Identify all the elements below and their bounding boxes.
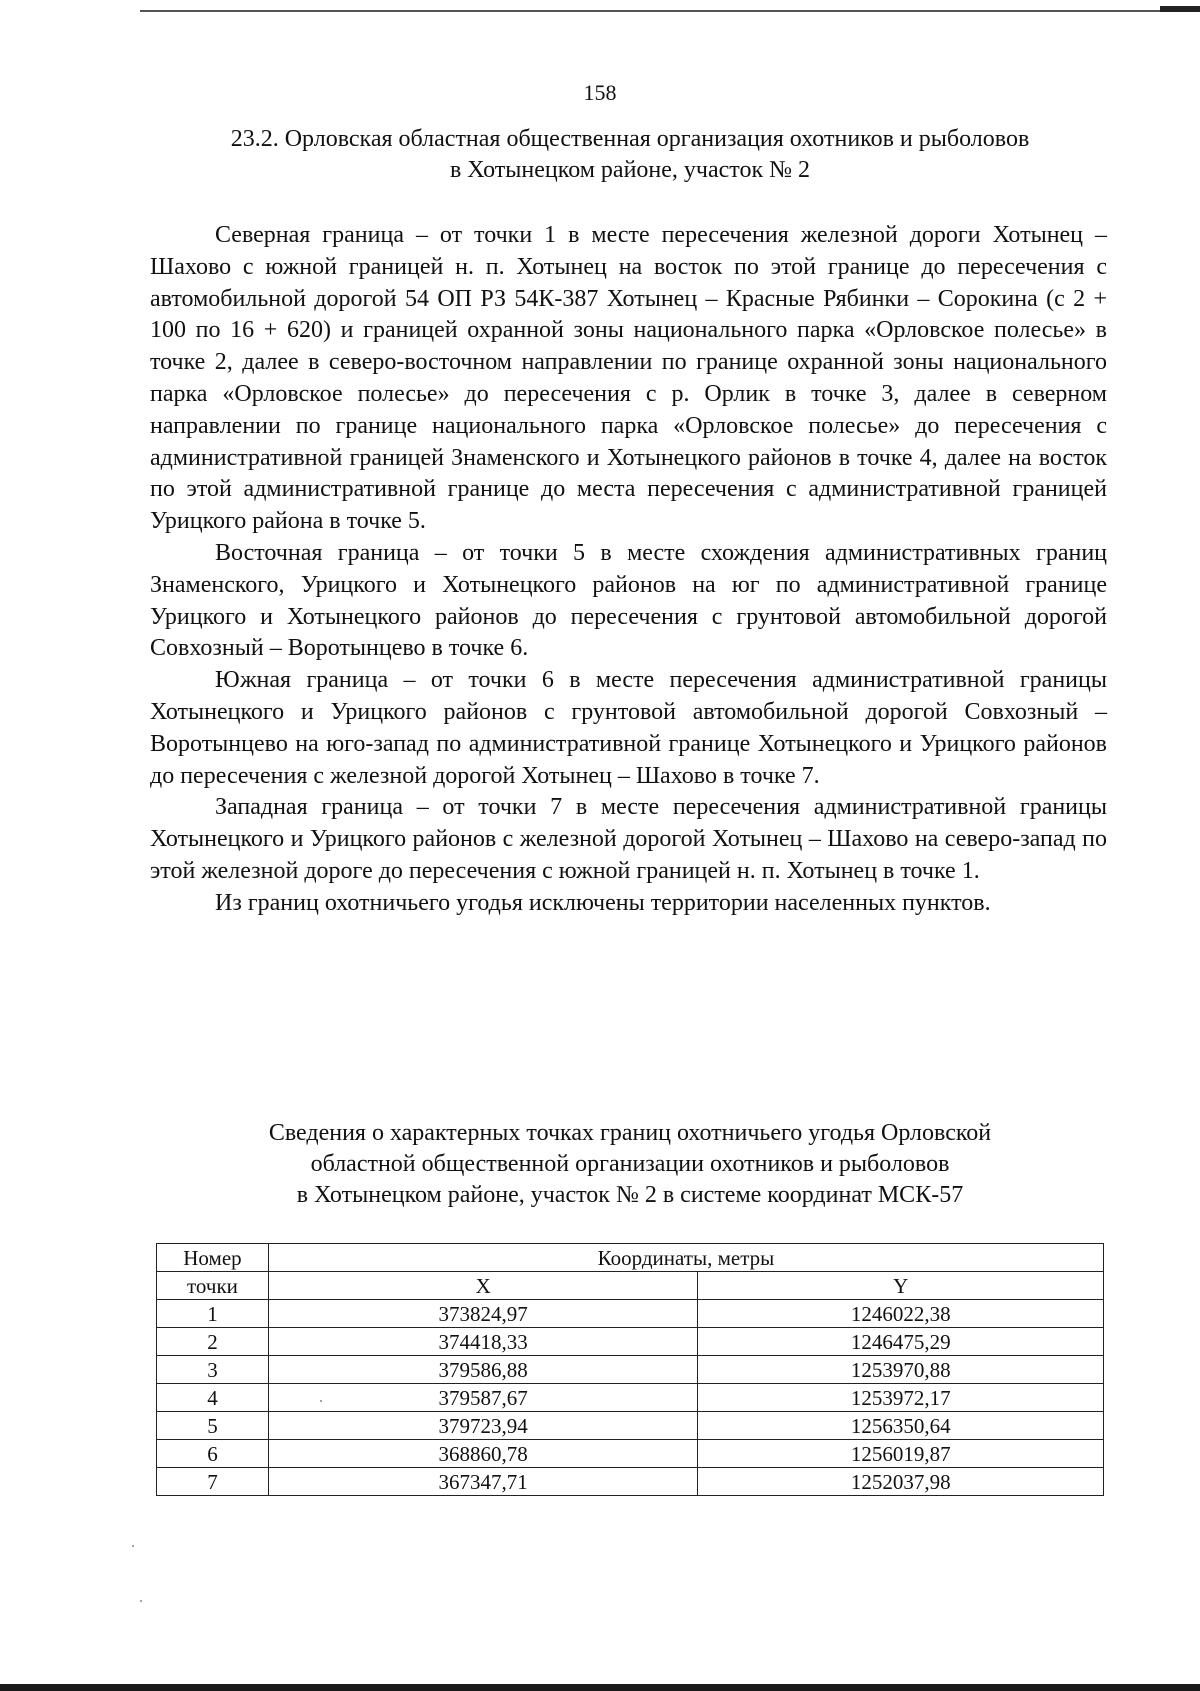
cell-y: 1253970,88 <box>698 1356 1104 1384</box>
paragraph-exclusions: Из границ охотничьего угодья исключены территории населенных пунктов. <box>215 889 991 916</box>
cell-point-number: 5 <box>157 1412 269 1440</box>
table-caption <box>150 1118 1110 1211</box>
scan-border-top-right <box>1160 6 1200 12</box>
cell-y: 1253972,17 <box>698 1384 1104 1412</box>
table-caption-line-3: в Хотынецком районе, участок № 2 в системе координат МСК-57 <box>296 1182 964 1208</box>
cell-point-number: 6 <box>157 1440 269 1468</box>
cell-point-number: 3 <box>157 1356 269 1384</box>
cell-point-number: 7 <box>157 1468 269 1496</box>
cell-y: 1256019,87 <box>698 1440 1104 1468</box>
scan-speck <box>140 1600 142 1602</box>
table-row <box>157 1468 1104 1496</box>
cell-y: 1252037,98 <box>698 1468 1104 1496</box>
coordinates-table <box>156 1243 1104 1496</box>
table-header-row <box>157 1244 1104 1272</box>
header-y: Y <box>698 1272 1104 1300</box>
section-title-line-1: 23.2. Орловская областная общественная организация охотников и рыболовов <box>230 126 1030 152</box>
header-coordinates: Координаты, метры <box>268 1244 1103 1272</box>
table-caption-line-1: Сведения о характерных точках границ охотничьего угодья Орловской <box>268 1120 992 1146</box>
header-x: X <box>268 1272 698 1300</box>
table-row <box>157 1440 1104 1468</box>
cell-x: 367347,71 <box>268 1468 698 1496</box>
header-point-label: точки <box>157 1272 269 1300</box>
section-title-line-2: в Хотынецком районе, участок № 2 <box>449 157 811 183</box>
cell-x: 379723,94 <box>268 1412 698 1440</box>
cell-y: 1246022,38 <box>698 1300 1104 1328</box>
scan-border-bottom <box>0 1684 1200 1691</box>
scan-border-top <box>140 10 1200 12</box>
cell-x: 373824,97 <box>268 1300 698 1328</box>
cell-point-number: 1 <box>157 1300 269 1328</box>
cell-y: 1256350,64 <box>698 1412 1104 1440</box>
paragraph-west-boundary: Западная граница – от точки 7 в месте пересечения административной границы Хотынецкого и Урицкого районов с железной дорогой Хотынец – Шахово на северо-запад по этой железной дороге до пересечения с южной границей н. п. Хотынец в точке 1. <box>150 794 1107 884</box>
table-row <box>157 1300 1104 1328</box>
paragraph-north-boundary: Северная граница – от точки 1 в месте пересечения железной дороги Хотынец – Шахово с южной границей н. п. Хотынец на восток по этой границе до пересечения с автомобильной дорогой 54 ОП РЗ 54К-387 Хотынец – Красные Рябинки – Сорокина (с 2 + 100 по 16 + 620) и границей охранной зоны национального парка «Орловское полесье» в точке 2, далее в северо-восточном направлении по границе охранной зоны национального парка «Орловское полесье» до пересечения с р. Орлик в точке 3, далее в северном направлении по границе национального парка «Орловское полесье» до пересечения с административной границей Знаменского и Хотынецкого районов в точке 4, далее на восток по этой административной границе до места пересечения с административной границей Урицкого района в точке 5. <box>150 222 1107 535</box>
scan-speck <box>132 1545 134 1547</box>
table-caption-line-2: областной общественной организации охотников и рыболовов <box>310 1151 950 1177</box>
boundary-description <box>150 220 1107 920</box>
cell-x: 379586,88 <box>268 1356 698 1384</box>
table-row <box>157 1328 1104 1356</box>
cell-y: 1246475,29 <box>698 1328 1104 1356</box>
table-row <box>157 1384 1104 1412</box>
cell-point-number: 4 <box>157 1384 269 1412</box>
paragraph-east-boundary: Восточная граница – от точки 5 в месте схождения административных границ Знаменского, Урицкого и Хотынецкого районов на юг по административной границе Урицкого и Хотынецкого районов до пересечения с грунтовой автомобильной дорогой Совхозный – Воротынцево в точке 6. <box>150 539 1107 662</box>
cell-x: 368860,78 <box>268 1440 698 1468</box>
page-number: 158 <box>583 80 617 105</box>
section-title <box>150 124 1110 186</box>
cell-point-number: 2 <box>157 1328 269 1356</box>
header-point-number: Номер <box>157 1244 269 1272</box>
table-subheader-row <box>157 1272 1104 1300</box>
table-row <box>157 1412 1104 1440</box>
cell-x: 374418,33 <box>268 1328 698 1356</box>
paragraph-south-boundary: Южная граница – от точки 6 в месте пересечения административной границы Хотынецкого и Урицкого районов с грунтовой автомобильной дорогой Совхозный – Воротынцево на юго-запад по административной границе Хотынецкого и Урицкого районов до пересечения с железной дорогой Хотынец – Шахово в точке 7. <box>150 667 1107 789</box>
table-row <box>157 1356 1104 1384</box>
cell-x: 379587,67 <box>268 1384 698 1412</box>
